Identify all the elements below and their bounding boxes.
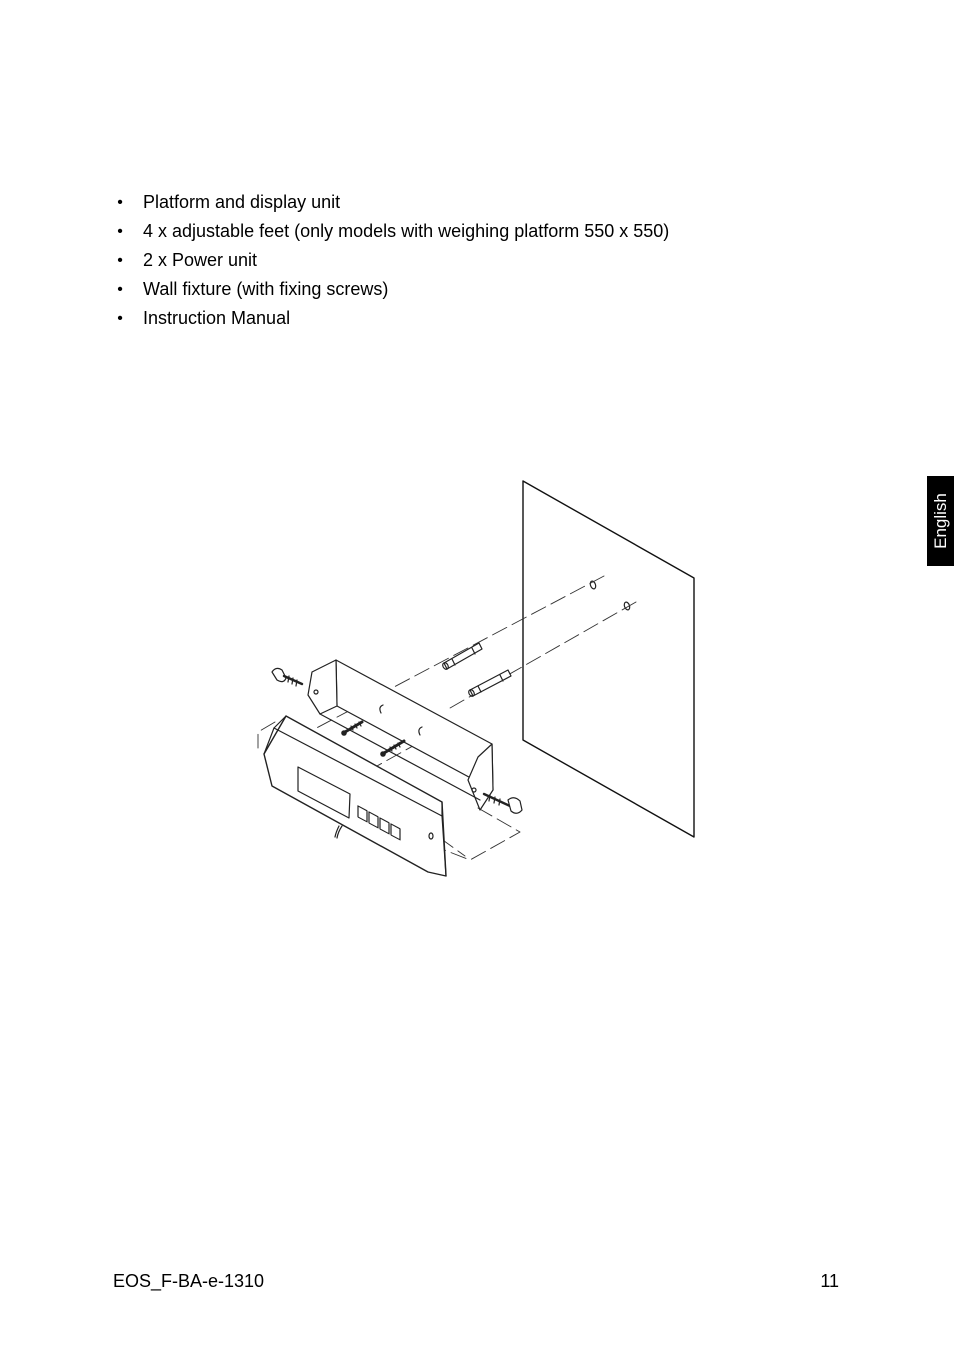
thumb-screw xyxy=(484,794,522,813)
language-tab-label: English xyxy=(930,493,950,549)
footer-document-id: EOS_F-BA-e-1310 xyxy=(113,1271,265,1291)
footer-page-number: 11 xyxy=(820,1271,839,1291)
list-item-text: 4 x adjustable feet (only models with weighing platform 550 x 550) xyxy=(143,221,670,241)
wall-panel xyxy=(523,481,694,837)
bullet-icon: • xyxy=(117,310,123,327)
wall-plug xyxy=(442,643,482,670)
wall-plug xyxy=(468,670,511,697)
fixing-screw xyxy=(342,722,362,735)
bullet-icon: • xyxy=(117,223,123,240)
thumb-screw xyxy=(272,668,302,686)
list-item-text: 2 x Power unit xyxy=(143,250,258,270)
language-tab xyxy=(927,476,954,566)
list-item-text: Wall fixture (with fixing screws) xyxy=(143,279,389,299)
list-item-text: Platform and display unit xyxy=(143,192,341,212)
bullet-icon: • xyxy=(117,252,123,269)
wall-mounting-illustration xyxy=(250,475,710,885)
bullet-icon: • xyxy=(117,281,123,298)
bullet-icon: • xyxy=(117,194,123,211)
list-item-text: Instruction Manual xyxy=(143,308,291,328)
